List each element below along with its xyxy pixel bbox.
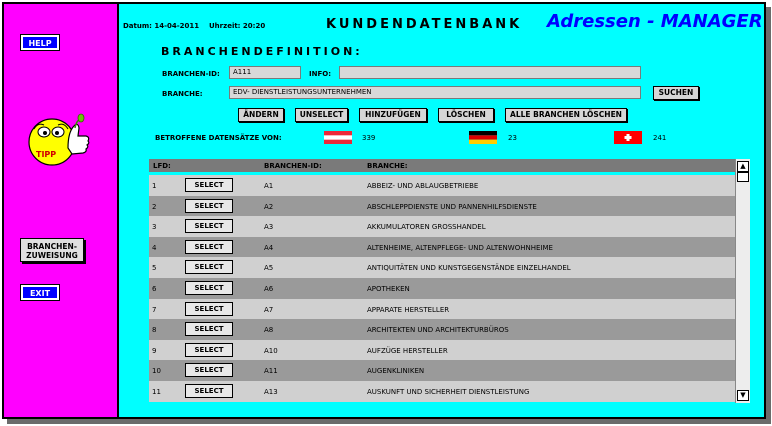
scroll-thumb[interactable] [737,172,749,182]
switzerland-flag-icon [614,131,642,144]
lfd-header: LFD: [153,162,171,170]
brand-title: Adressen - MANAGER [547,11,763,32]
tipp-label: TIPP [36,150,57,159]
table-scrollbar[interactable] [735,159,750,403]
datum-text: Datum: 14-04-2011 [123,22,200,30]
lfd-cell: 1 [152,182,157,190]
branchen-id-cell: A10 [264,346,278,355]
branchen-id-cell: A3 [264,223,274,232]
lfd-cell: 2 [152,202,157,211]
section-title: BRANCHENDEFINITION: [161,45,363,58]
branchen-id-header: BRANCHEN-ID: [264,162,322,170]
select-button[interactable]: SELECT [185,240,233,254]
lfd-cell: 6 [152,285,157,293]
branchen-id-cell: A6 [264,285,274,293]
scroll-down-icon[interactable]: ▼ [737,390,749,401]
select-button[interactable]: SELECT [185,343,233,357]
table-row [149,257,735,278]
select-button[interactable]: SELECT [185,322,233,336]
branchen-id-cell: A1 [264,182,274,190]
lfd-cell: 11 [152,388,161,396]
table-row [149,175,735,196]
table-row [149,237,735,258]
branche-cell: ABSCHLEPPDIENSTE UND PANNENHILFSDIENSTE [367,202,537,211]
branchen-zuweisung-line2: ZUWEISUNG [26,251,78,260]
info-field[interactable] [339,66,641,79]
branchen-id-cell: A4 [264,243,274,252]
branche-cell: ANTIQUITÄTEN UND KUNSTGEGENSTÄNDE EINZELHANDEL [367,264,571,273]
main-panel [119,4,764,417]
lfd-cell: 5 [152,264,157,273]
alle-branchen-loeschen-button[interactable]: ALLE BRANCHEN LÖSCHEN [505,108,627,122]
scroll-up-icon[interactable]: ▲ [737,161,749,172]
select-button[interactable]: SELECT [185,219,233,233]
branche-cell: AKKUMULATOREN GROSSHANDEL [367,223,486,232]
branchen-zuweisung-button[interactable] [20,238,84,262]
select-button[interactable]: SELECT [185,302,233,316]
branche-cell: AUGENKLINIKEN [367,367,425,376]
lfd-cell: 4 [152,243,157,252]
uhrzeit-text: Uhrzeit: 20:20 [209,22,266,30]
select-button[interactable]: SELECT [185,363,233,377]
table-row [149,299,735,320]
select-button[interactable]: SELECT [185,199,233,213]
lfd-cell: 9 [152,346,157,355]
branche-label: BRANCHE: [162,90,203,98]
table-row [149,360,735,381]
branchen-table [149,159,746,403]
exit-button[interactable]: EXIT [21,285,59,300]
tipp-smiley-icon[interactable] [24,108,96,174]
branche-cell: APOTHEKEN [367,285,410,293]
branchen-id-cell: A11 [264,367,278,376]
branche-header: BRANCHE: [367,162,408,170]
unselect-button[interactable]: UNSELECT [295,108,348,122]
branchen-id-field[interactable]: A111 [229,66,301,79]
lfd-cell: 7 [152,305,157,314]
table-row [149,340,735,361]
austria-count: 339 [362,134,376,142]
suchen-button[interactable]: SUCHEN [653,86,699,100]
branche-cell: ALTENHEIME, ALTENPFLEGE- UND ALTENWOHNHEIME [367,243,553,252]
branche-cell: ARCHITEKTEN UND ARCHITEKTURBÜROS [367,326,509,335]
austria-flag-icon [324,131,352,144]
branchen-id-cell: A8 [264,326,274,335]
branchen-id-label: BRANCHEN-ID: [162,70,220,78]
branche-cell: AUFZÜGE HERSTELLER [367,346,448,355]
branchen-id-cell: A7 [264,305,274,314]
table-row [149,381,735,402]
switzerland-count: 241 [653,134,667,142]
branchen-id-cell: A5 [264,264,274,273]
germany-flag-icon [469,131,497,144]
table-header [149,159,735,172]
select-button[interactable]: SELECT [185,260,233,274]
branche-cell: AUSKUNFT UND SICHERHEIT DIENSTLEISTUNG [367,388,530,396]
table-row [149,278,735,299]
germany-count: 23 [508,134,517,142]
branche-cell: ABBEIZ- UND ABLAUGBETRIEBE [367,182,479,190]
app-window [2,2,766,419]
loeschen-button[interactable]: LÖSCHEN [438,108,494,122]
sidebar [4,4,119,417]
table-row [149,216,735,237]
smiley-thumbs-up-icon [24,108,96,174]
branchen-zuweisung-line1: BRANCHEN- [27,242,77,251]
table-row [149,319,735,340]
page-title: KUNDENDATENBANK [326,17,523,32]
lfd-cell: 10 [152,367,161,376]
table-row [149,196,735,217]
hinzufuegen-button[interactable]: HINZUFÜGEN [359,108,427,122]
lfd-cell: 8 [152,326,157,335]
help-button[interactable]: HELP [21,35,59,50]
lfd-cell: 3 [152,223,157,232]
info-label: INFO: [309,70,331,78]
betroffene-label: BETROFFENE DATENSÄTZE VON: [155,134,282,142]
select-button[interactable]: SELECT [185,281,233,295]
branche-cell: APPARATE HERSTELLER [367,305,450,314]
branchen-id-cell: A2 [264,202,274,211]
select-button[interactable]: SELECT [185,384,233,398]
select-button[interactable]: SELECT [185,178,233,192]
branche-field[interactable]: EDV- DIENSTLEISTUNGSUNTERNEHMEN [229,86,641,99]
aendern-button[interactable]: ÄNDERN [238,108,284,122]
branchen-id-cell: A13 [264,388,278,396]
